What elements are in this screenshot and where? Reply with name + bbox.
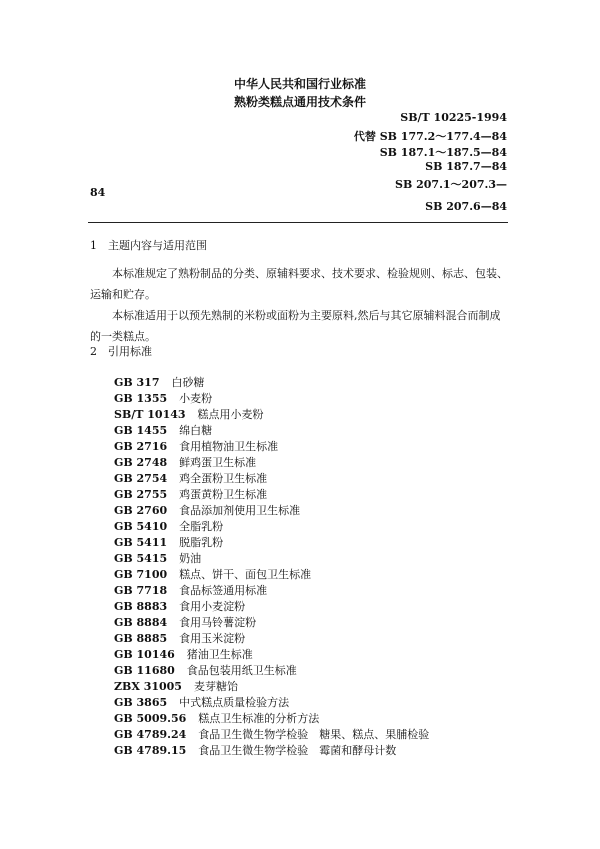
document-title-line2: 熟粉类糕点通用技术条件 xyxy=(233,95,366,109)
reference-item: GB 4789.15 食品卫生微生物学检验 霉菌和酵母计数 xyxy=(114,744,397,757)
section-1-paragraph-2: 本标准适用于以预先熟制的米粉或面粉为主要原料,然后与其它原辅料混合而制成的一类糕点。 xyxy=(90,309,501,343)
reference-item: GB 1355 小麦粉 xyxy=(114,392,213,405)
reference-item: SB/T 10143 糕点用小麦粉 xyxy=(114,408,264,421)
reference-item: GB 2760 食品添加剂使用卫生标准 xyxy=(114,504,301,517)
reference-item: GB 2748 鲜鸡蛋卫生标准 xyxy=(114,456,257,469)
replaces-line-1: 代替 SB 177.2～177.4—84 xyxy=(353,130,507,143)
reference-item: GB 2755 鸡蛋黄粉卫生标准 xyxy=(114,488,268,501)
replaces-line-4-continued: 84 xyxy=(90,186,106,199)
reference-item: GB 8885 食用玉米淀粉 xyxy=(114,632,246,645)
reference-item: GB 5009.56 糕点卫生标准的分析方法 xyxy=(114,712,320,725)
reference-item: GB 5415 奶油 xyxy=(114,552,202,565)
reference-item: GB 5410 全脂乳粉 xyxy=(114,520,224,533)
document-title-line1: 中华人民共和国行业标准 xyxy=(233,77,366,91)
replaces-line-5: SB 207.6—84 xyxy=(425,200,507,213)
reference-item: GB 8883 食用小麦淀粉 xyxy=(114,600,246,613)
reference-item: GB 1455 绵白糖 xyxy=(114,424,213,437)
replaces-line-4: SB 207.1～207.3— xyxy=(395,178,507,191)
reference-item: GB 10146 猪油卫生标准 xyxy=(114,648,253,661)
section-1-heading: 1 主题内容与适用范围 xyxy=(90,239,207,252)
replaces-line-3: SB 187.7—84 xyxy=(425,160,507,173)
reference-item: GB 5411 脱脂乳粉 xyxy=(114,536,224,549)
reference-item: GB 8884 食用马铃薯淀粉 xyxy=(114,616,257,629)
reference-item: GB 2716 食用植物油卫生标准 xyxy=(114,440,279,453)
section-2-heading: 2 引用标准 xyxy=(90,345,152,358)
replaces-line-2: SB 187.1～187.5—84 xyxy=(379,146,507,159)
reference-item: GB 4789.24 食品卫生微生物学检验 糖果、糕点、果脯检验 xyxy=(114,728,430,741)
reference-item: ZBX 31005 麦芽糖饴 xyxy=(114,680,238,693)
reference-item: GB 317 白砂糖 xyxy=(114,376,205,389)
reference-item: GB 7718 食品标签通用标准 xyxy=(114,584,268,597)
header-divider xyxy=(88,222,508,223)
reference-item: GB 2754 鸡全蛋粉卫生标准 xyxy=(114,472,268,485)
standard-number: SB/T 10225-1994 xyxy=(400,111,507,124)
reference-item: GB 11680 食品包装用纸卫生标准 xyxy=(114,664,297,677)
reference-item: GB 3865 中式糕点质量检验方法 xyxy=(114,696,290,709)
reference-item: GB 7100 糕点、饼干、面包卫生标准 xyxy=(114,568,312,581)
section-1-paragraph-1: 本标准规定了熟粉制品的分类、原辅料要求、技术要求、检验规则、标志、包装、运输和贮存。 xyxy=(90,267,508,301)
